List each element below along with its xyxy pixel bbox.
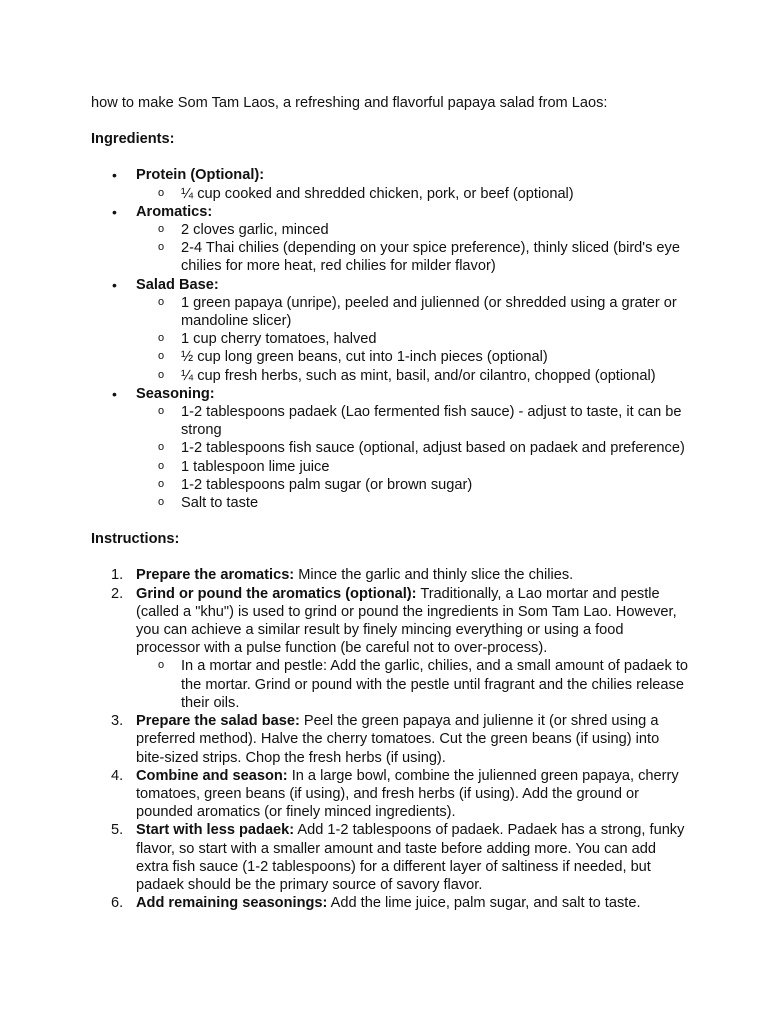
step-title: Grind or pound the aromatics (optional): bbox=[136, 585, 417, 602]
step-title: Start with less padaek: bbox=[136, 822, 295, 839]
step-number: 2. bbox=[111, 585, 124, 602]
step-number: 5. bbox=[111, 822, 124, 839]
ingredient-item: o 1 green papaya (unripe), peeled and julienned (or shredded using a grater or mandoline slicer) bbox=[136, 294, 691, 330]
document-page bbox=[91, 94, 691, 912]
instruction-step bbox=[91, 712, 691, 767]
ingredient-item: o 1-2 tablespoons padaek (Lao fermented fish sauce) - adjust to taste, it can be strong bbox=[136, 403, 691, 439]
instructions-heading: Instructions: bbox=[91, 531, 180, 548]
step-text: Add the lime juice, palm sugar, and salt to taste. bbox=[327, 895, 641, 912]
step-title: Combine and season: bbox=[136, 767, 288, 784]
ingredients-heading: Ingredients: bbox=[91, 131, 175, 148]
ingredient-sublist bbox=[136, 294, 691, 385]
ingredient-item: o ¼ cup fresh herbs, such as mint, basil, and/or cilantro, chopped (optional) bbox=[136, 367, 691, 385]
step-sublist bbox=[136, 657, 691, 712]
instruction-step bbox=[91, 821, 691, 894]
ingredient-group-title: • Aromatics: bbox=[136, 203, 213, 220]
ingredient-group-seasoning bbox=[91, 385, 691, 512]
ingredient-item: o 1-2 tablespoons palm sugar (or brown sugar) bbox=[136, 476, 691, 494]
step-title: Prepare the aromatics: bbox=[136, 567, 295, 584]
ingredients-list bbox=[91, 166, 691, 512]
ingredient-group-title: • Salad Base: bbox=[136, 276, 219, 293]
instruction-step bbox=[91, 767, 691, 822]
ingredient-group-protein bbox=[91, 166, 691, 202]
step-text: In a large bowl, combine the julienned green papaya, cherry tomatoes, green beans (if using), and fresh herbs (if using). Add the ground or pounded aromatics (or finely minced ingredients). bbox=[136, 767, 679, 821]
instruction-step bbox=[91, 566, 691, 584]
ingredient-item: o 2-4 Thai chilies (depending on your spice preference), thinly sliced (bird's eye chilies for more heat, red chilies for milder flavor) bbox=[136, 239, 691, 275]
ingredient-item: o Salt to taste bbox=[136, 494, 691, 512]
ingredient-sublist bbox=[136, 185, 691, 203]
step-text: Mince the garlic and thinly slice the chilies. bbox=[294, 567, 574, 584]
ingredient-sublist bbox=[136, 221, 691, 276]
intro-text: how to make Som Tam Laos, a refreshing and flavorful papaya salad from Laos: bbox=[91, 95, 608, 111]
ingredient-item: o 2 cloves garlic, minced bbox=[136, 221, 691, 239]
step-text: Peel the green papaya and julienne it (or shred using a preferred method). Halve the cherry tomatoes. Cut the green beans (if using) into bite-sized strips. Chop the fresh herbs (if using). bbox=[136, 713, 660, 766]
ingredient-item: o ½ cup long green beans, cut into 1-inch pieces (optional) bbox=[136, 348, 691, 366]
ingredient-sublist bbox=[136, 403, 691, 512]
step-text: Traditionally, a Lao mortar and pestle (called a "khu") is used to grind or pound the ingredients in Som Tam Lao. However, you can achieve a similar result by finely mincing everything or using a food processor with a pulse function (be careful not to over-process). bbox=[136, 585, 677, 657]
ingredient-group-title: • Seasoning: bbox=[136, 385, 215, 402]
step-number: 4. bbox=[111, 767, 124, 784]
step-subitem: o In a mortar and pestle: Add the garlic, chilies, and a small amount of padaek to the mortar. Grind or pound with the pestle until fragrant and the chilies release their oils. bbox=[136, 657, 691, 712]
step-title: Prepare the salad base: bbox=[136, 713, 300, 730]
ingredient-item: o ¼ cup cooked and shredded chicken, pork, or beef (optional) bbox=[136, 185, 691, 203]
step-number: 3. bbox=[111, 713, 124, 730]
ingredient-group-title: • Protein (Optional): bbox=[136, 167, 265, 184]
step-number: 6. bbox=[111, 895, 124, 912]
ingredient-group-salad-base bbox=[91, 276, 691, 385]
step-number: 1. bbox=[111, 567, 124, 584]
ingredient-group-aromatics bbox=[91, 203, 691, 276]
instruction-step bbox=[91, 585, 691, 712]
instruction-step bbox=[91, 894, 691, 912]
step-text: Add 1-2 tablespoons of padaek. Padaek has a strong, funky flavor, so start with a smaller amount and taste before adding more. You can add extra fish sauce (1-2 tablespoons) for a different layer of saltiness if needed, but padaek should be the primary source of savory flavor. bbox=[136, 822, 685, 893]
ingredient-item: o 1-2 tablespoons fish sauce (optional, adjust based on padaek and preference) bbox=[136, 439, 691, 457]
ingredient-item: o 1 tablespoon lime juice bbox=[136, 458, 691, 476]
step-title: Add remaining seasonings: bbox=[136, 895, 328, 912]
instructions-list bbox=[91, 566, 691, 912]
ingredient-item: o 1 cup cherry tomatoes, halved bbox=[136, 330, 691, 348]
